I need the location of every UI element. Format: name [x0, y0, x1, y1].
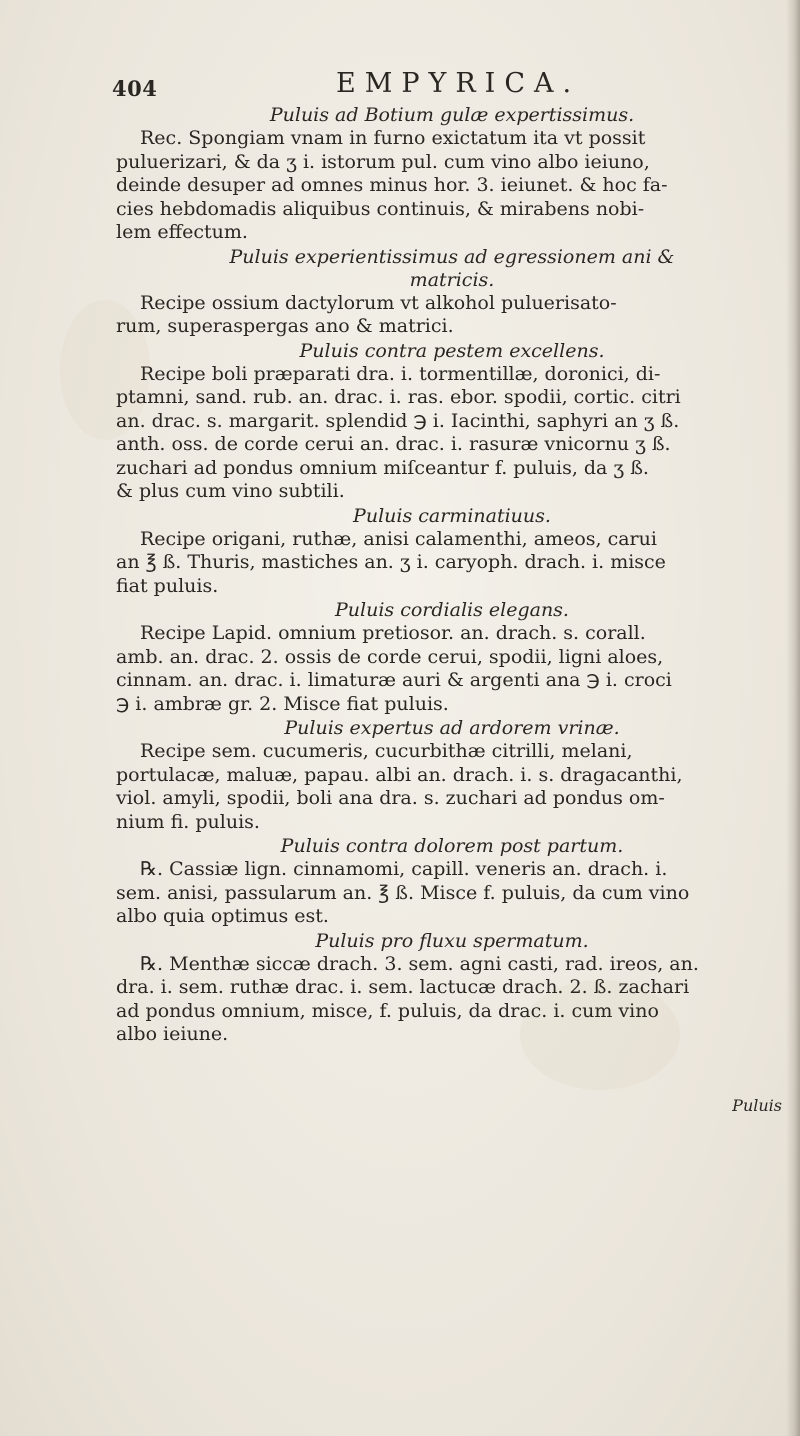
text-line: Recipe ossium dactylorum vt alkohol puluerisato-: [140, 291, 617, 314]
text-line: Rec. Spongiam vnam in furno exictatum ita vt possit: [140, 127, 646, 149]
text-line: ℞. Menthæ siccæ drach. 3. sem. agni casti, rad. ireos, an.: [140, 952, 699, 975]
recipe-text: [116, 363, 788, 504]
text-line: fiat puluis.: [116, 574, 219, 597]
recipe-text: [116, 292, 788, 339]
recipe-text: [116, 858, 788, 929]
text-line: puluerizari, & da ʒ i. istorum pul. cum vino albo ieiuno,: [116, 150, 650, 173]
text-line: ad pondus omnium, misce, f. puluis, da drac. i. cum vino: [116, 999, 659, 1022]
text-line: Recipe origani, ruthæ, anisi calamenthi, ameos, carui: [140, 527, 657, 550]
recipe-text: [116, 622, 788, 716]
recipe-section: [116, 104, 788, 245]
heading-line: Puluis expertus ad ardorem vrinæ.: [284, 717, 620, 739]
text-line: albo ieiune.: [116, 1023, 229, 1045]
text-line: ℞. Cassiæ lign. cinnamomi, capill. veneris an. drach. i.: [140, 858, 668, 880]
page-header: [112, 68, 752, 108]
recipe-heading: [116, 599, 788, 622]
recipe-heading: [116, 340, 788, 363]
text-line: albo quia optimus est.: [116, 905, 329, 927]
text-line: amb. an. drac. 2. ossis de corde cerui, spodii, ligni aloes,: [116, 645, 664, 668]
recipe-heading: [116, 246, 788, 292]
recipe-text: [116, 740, 788, 834]
heading-line: matricis.: [409, 268, 495, 291]
text-line: dra. i. sem. ruthæ drac. i. sem. lactucæ drach. 2. ß. zachari: [116, 976, 690, 998]
heading-line: Puluis carminatiuus.: [353, 504, 551, 527]
text-line: & plus cum vino subtili.: [116, 480, 345, 502]
recipe-section: [116, 246, 788, 339]
recipe-heading: [116, 835, 788, 858]
text-line: anth. oss. de corde cerui an. drac. i. rasuræ vnicornu ʒ ß.: [116, 433, 671, 455]
recipe-section: [116, 835, 788, 929]
recipe-text: [116, 953, 788, 1047]
text-line: nium fi. puluis.: [116, 810, 260, 833]
text-line: cies hebdomadis aliquibus continuis, & mirabens nobi-: [116, 197, 645, 220]
text-line: ℈ i. ambræ gr. 2. Misce fiat puluis.: [116, 692, 449, 715]
text-line: ptamni, sand. rub. an. drac. i. ras. ebor. spodii, cortic. citri: [116, 386, 681, 408]
heading-line: Puluis contra pestem excellens.: [299, 339, 605, 362]
recipe-section: [116, 717, 788, 834]
recipe-text: [116, 528, 788, 599]
recipe-text: [116, 127, 788, 245]
recipe-heading: [116, 104, 788, 127]
page-number: 404: [112, 76, 158, 101]
heading-line: Puluis experientissimus ad egressionem ani &: [229, 245, 675, 268]
heading-line: Puluis contra dolorem post partum.: [280, 835, 624, 857]
catchword: Puluis: [732, 1096, 782, 1115]
recipe-heading: [116, 717, 788, 740]
text-line: viol. amyli, spodii, boli ana dra. s. zuchari ad pondus om-: [116, 787, 665, 809]
text-line: deinde desuper ad omnes minus hor. 3. ieiunet. & hoc fa-: [116, 174, 668, 196]
text-line: Recipe sem. cucumeris, cucurbithæ citrilli, melani,: [140, 740, 633, 762]
text-line: rum, superaspergas ano & matrici.: [116, 315, 454, 337]
text-line: Recipe boli præparati dra. i. tormentillæ, doronici, di-: [140, 362, 661, 385]
recipe-section: [116, 505, 788, 599]
text-line: sem. anisi, passularum an. ℥ ß. Misce f. puluis, da cum vino: [116, 881, 690, 904]
text-line: zuchari ad pondus omnium miſceantur f. puluis, da ʒ ß.: [116, 456, 649, 479]
text-block: [116, 104, 788, 1048]
text-line: lem effectum.: [116, 221, 248, 243]
running-head: EMPYRICA.: [336, 68, 581, 99]
recipe-section: [116, 930, 788, 1047]
heading-line: Puluis cordialis elegans.: [335, 599, 569, 621]
recipe-section: [116, 599, 788, 716]
heading-line: Puluis ad Botium gulæ expertissimus.: [269, 104, 635, 126]
text-line: cinnam. an. drac. i. limaturæ auri & argenti ana ℈ i. croci: [116, 669, 672, 691]
recipe-heading: [116, 930, 788, 953]
page-edge-shadow: [786, 0, 800, 1436]
heading-line: Puluis pro fluxu spermatum.: [315, 929, 589, 952]
text-line: Recipe Lapid. omnium pretiosor. an. drach. s. corall.: [140, 622, 646, 644]
text-line: portulacæ, maluæ, papau. albi an. drach. i. s. dragacanthi,: [116, 763, 683, 786]
text-line: an. drac. s. margarit. splendid ℈ i. Iacinthi, saphyri an ʒ ß.: [116, 409, 680, 432]
text-line: an ℥ ß. Thuris, mastiches an. ʒ i. caryoph. drach. i. misce: [116, 551, 666, 573]
recipe-heading: [116, 505, 788, 528]
recipe-section: [116, 340, 788, 504]
